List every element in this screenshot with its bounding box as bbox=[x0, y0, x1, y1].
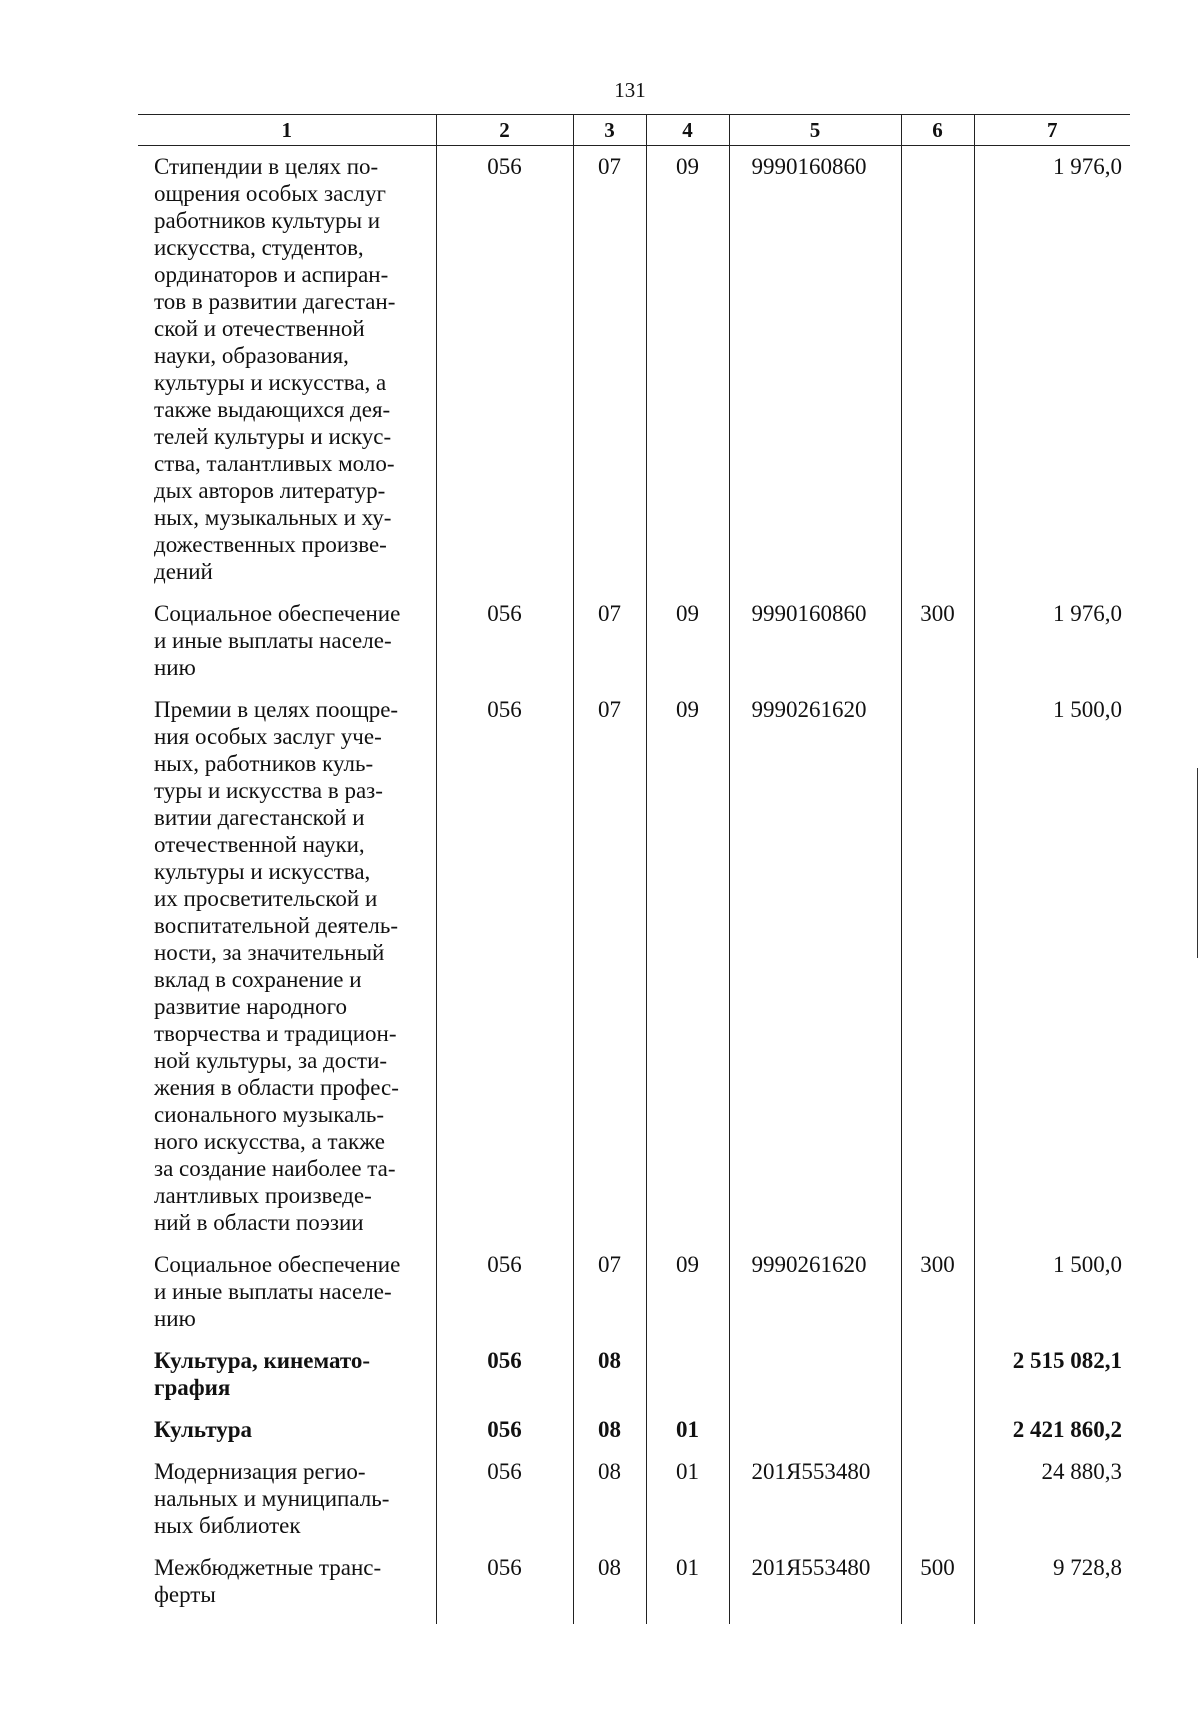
amount-cell: 1 976,0 bbox=[974, 593, 1130, 689]
row-name-cell: Стипендии в целях по- ощрения особых заслуг работников культуры и искусства, студентов, ординаторов и аспиран- тов в развитии дагестан- ской и отечественной науки, образования, культуры и искусства, а также выдающихся дея- телей культуры и искус- ства, талантливых моло- дых авторов литератур- ных, музыкальных и ху- дожественных произве- дений bbox=[154, 154, 396, 584]
budget-table bbox=[138, 114, 1130, 1624]
admin-code-cell: 056 bbox=[436, 1409, 573, 1451]
row-name-cell: Культура, кинемато- графия bbox=[154, 1348, 371, 1400]
target-article-cell: 201Я553480 bbox=[729, 1547, 901, 1624]
amount-cell: 1 976,0 bbox=[974, 146, 1130, 594]
admin-code-cell: 056 bbox=[436, 1547, 573, 1624]
column-header-5: 5 bbox=[729, 115, 901, 146]
target-article-cell: 9990261620 bbox=[729, 1244, 901, 1340]
target-article-cell bbox=[729, 1340, 901, 1409]
column-header-6: 6 bbox=[901, 115, 974, 146]
expense-type-cell: 500 bbox=[901, 1547, 974, 1624]
column-header-1: 1 bbox=[138, 115, 436, 146]
column-header-3: 3 bbox=[573, 115, 646, 146]
amount-cell: 2 515 082,1 bbox=[974, 1340, 1130, 1409]
subsection-cell: 09 bbox=[646, 689, 729, 1244]
table-row bbox=[138, 593, 1130, 689]
section-cell: 07 bbox=[573, 146, 646, 594]
section-cell: 08 bbox=[573, 1409, 646, 1451]
row-name-cell: Модернизация регио- нальных и муниципаль- ных библиотек bbox=[154, 1459, 390, 1538]
table-row bbox=[138, 1244, 1130, 1340]
expense-type-cell bbox=[901, 1409, 974, 1451]
subsection-cell bbox=[646, 1340, 729, 1409]
row-name-cell: Социальное обеспечение и иные выплаты населе- нию bbox=[154, 1252, 401, 1331]
table-header-row bbox=[138, 115, 1130, 146]
amount-cell: 1 500,0 bbox=[974, 689, 1130, 1244]
column-header-7: 7 bbox=[974, 115, 1130, 146]
section-cell: 08 bbox=[573, 1547, 646, 1624]
table-row bbox=[138, 1451, 1130, 1547]
table-row bbox=[138, 1547, 1130, 1624]
row-name-cell: Межбюджетные транс- ферты bbox=[154, 1555, 382, 1607]
expense-type-cell bbox=[901, 1451, 974, 1547]
admin-code-cell: 056 bbox=[436, 593, 573, 689]
subsection-cell: 09 bbox=[646, 593, 729, 689]
admin-code-cell: 056 bbox=[436, 1451, 573, 1547]
subsection-cell: 01 bbox=[646, 1409, 729, 1451]
page-number: 131 bbox=[614, 78, 646, 102]
row-name-cell: Социальное обеспечение и иные выплаты населе- нию bbox=[154, 601, 401, 680]
admin-code-cell: 056 bbox=[436, 689, 573, 1244]
subsection-cell: 09 bbox=[646, 1244, 729, 1340]
amount-cell: 24 880,3 bbox=[974, 1451, 1130, 1547]
table-row bbox=[138, 1340, 1130, 1409]
column-header-2: 2 bbox=[436, 115, 573, 146]
subsection-cell: 01 bbox=[646, 1451, 729, 1547]
expense-type-cell bbox=[901, 1340, 974, 1409]
row-name-cell: Культура bbox=[154, 1417, 253, 1442]
subsection-cell: 09 bbox=[646, 146, 729, 594]
amount-cell: 9 728,8 bbox=[974, 1547, 1130, 1624]
scan-edge-mark bbox=[1197, 768, 1198, 958]
row-name-cell: Премии в целях поощре- ния особых заслуг уче- ных, работников куль- туры и искусства в раз- витии дагестанской и отечественной науки, культуры и искусства, их просветительской и воспитательной деятель- ности, за значительный вклад в сохранение и развитие народного творчества и традицион- ной культуры, за дости- жения в области профес- сионального музыкаль- ного искусства, а также за создание наиболее та- лантливых произведе- ний в области поэзии bbox=[154, 697, 399, 1235]
section-cell: 07 bbox=[573, 1244, 646, 1340]
amount-cell: 1 500,0 bbox=[974, 1244, 1130, 1340]
target-article-cell: 9990160860 bbox=[729, 146, 901, 594]
section-cell: 07 bbox=[573, 593, 646, 689]
subsection-cell: 01 bbox=[646, 1547, 729, 1624]
table-row bbox=[138, 689, 1130, 1244]
target-article-cell: 9990160860 bbox=[729, 593, 901, 689]
admin-code-cell: 056 bbox=[436, 146, 573, 594]
column-header-4: 4 bbox=[646, 115, 729, 146]
amount-cell: 2 421 860,2 bbox=[974, 1409, 1130, 1451]
target-article-cell bbox=[729, 1409, 901, 1451]
expense-type-cell bbox=[901, 689, 974, 1244]
table-row bbox=[138, 146, 1130, 594]
section-cell: 08 bbox=[573, 1340, 646, 1409]
expense-type-cell bbox=[901, 146, 974, 594]
target-article-cell: 9990261620 bbox=[729, 689, 901, 1244]
expense-type-cell: 300 bbox=[901, 1244, 974, 1340]
section-cell: 08 bbox=[573, 1451, 646, 1547]
expense-type-cell: 300 bbox=[901, 593, 974, 689]
admin-code-cell: 056 bbox=[436, 1244, 573, 1340]
table-row bbox=[138, 1409, 1130, 1451]
section-cell: 07 bbox=[573, 689, 646, 1244]
target-article-cell: 201Я553480 bbox=[729, 1451, 901, 1547]
admin-code-cell: 056 bbox=[436, 1340, 573, 1409]
